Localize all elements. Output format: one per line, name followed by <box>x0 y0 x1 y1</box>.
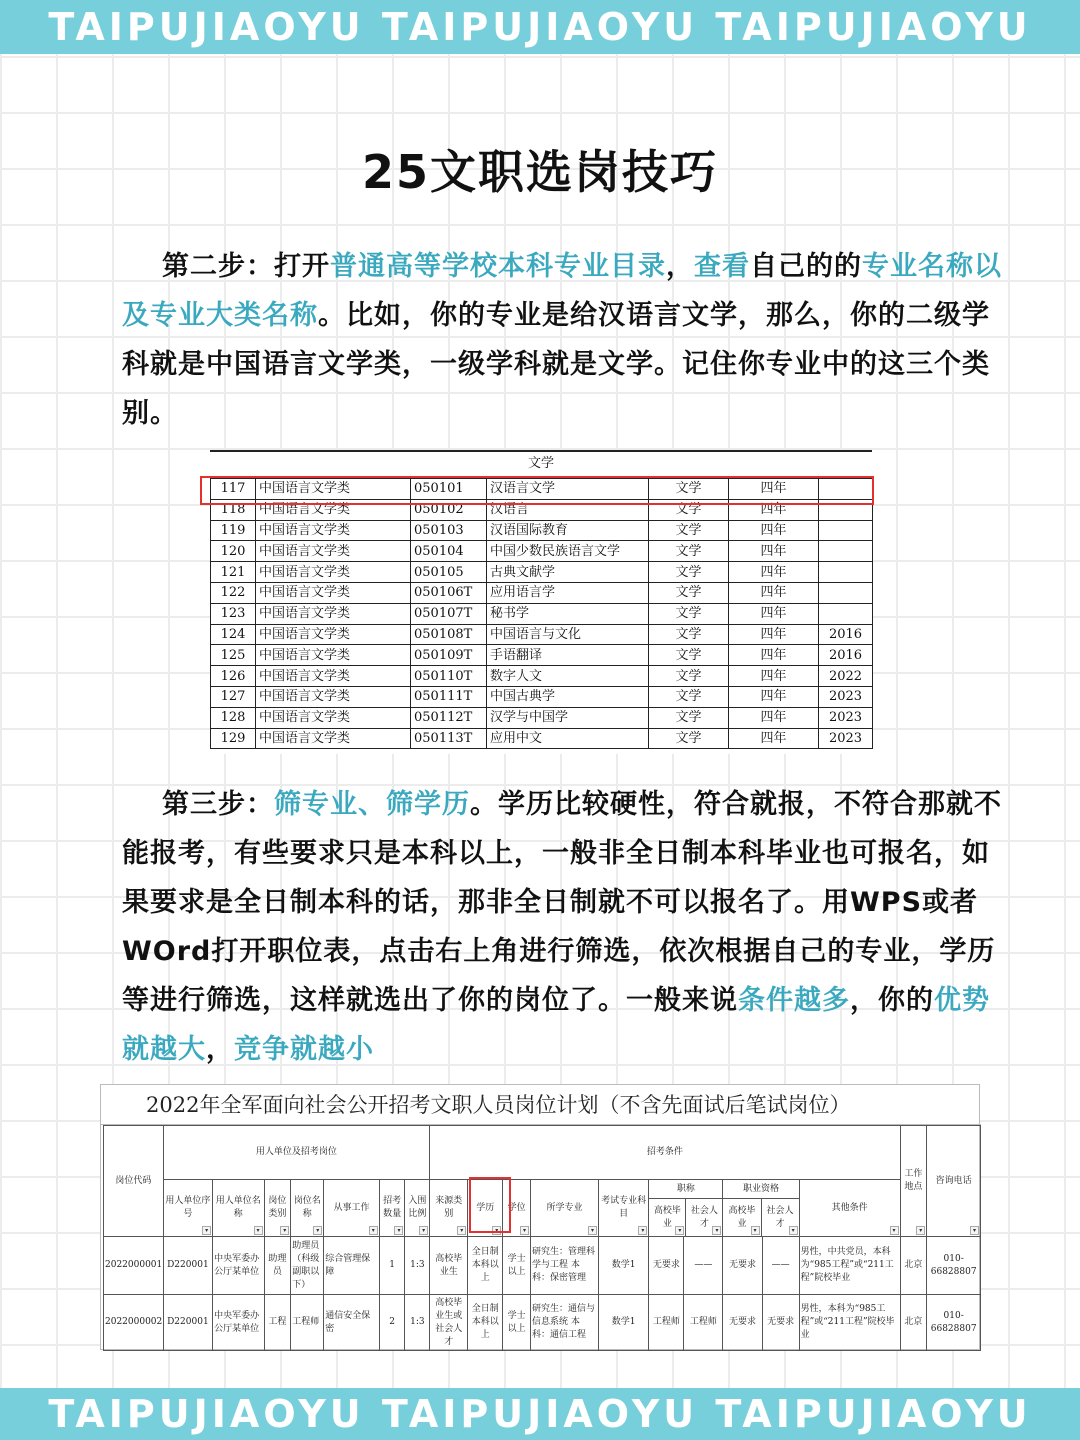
cell-unit-no: D220001 <box>163 1237 212 1295</box>
cell-code: 050101 <box>411 479 487 500</box>
filter-dropdown-icon[interactable]: ▾ <box>202 1226 211 1235</box>
header-degree-label: 学位 <box>507 1202 526 1213</box>
header-title-sub-label: 社会人才 <box>690 1205 718 1229</box>
cell-major: 数字人文 <box>487 666 649 687</box>
cell-year: 2016 <box>819 645 873 666</box>
header-title <box>649 1180 723 1237</box>
top-banner: TAIPUJIAOYU TAIPUJIAOYU TAIPUJIAOYU <box>0 0 1080 54</box>
header-other <box>799 1180 900 1237</box>
cell-category: 工程 <box>264 1295 291 1351</box>
cell-duration: 四年 <box>729 686 819 707</box>
cell-category: 中国语言文学类 <box>256 499 411 520</box>
table-row <box>211 728 873 749</box>
cell-discipline: 文学 <box>649 479 729 500</box>
cell-year <box>819 603 873 624</box>
cell-discipline: 文学 <box>649 624 729 645</box>
header-phone-label: 咨询电话 <box>935 1175 972 1186</box>
cell-duration: 四年 <box>729 499 819 520</box>
table-row <box>211 666 873 687</box>
cell-major: 应用中文 <box>487 728 649 749</box>
cell-duration: 四年 <box>729 645 819 666</box>
cell-major: 汉学与中国学 <box>487 707 649 728</box>
cell-year: 2022 <box>819 666 873 687</box>
header-post-name-label: 岗位名称 <box>293 1196 321 1219</box>
table-row <box>211 520 873 541</box>
cell-row-number: 125 <box>211 645 256 666</box>
filter-dropdown-icon[interactable]: ▾ <box>369 1226 378 1235</box>
cell-discipline: 文学 <box>649 707 729 728</box>
header-qualification-label: 职业资格 <box>723 1180 798 1199</box>
header-title-label: 职称 <box>649 1180 722 1199</box>
filter-dropdown-icon[interactable]: ▾ <box>890 1226 899 1235</box>
header-count <box>379 1180 405 1237</box>
table-row <box>211 686 873 707</box>
cell-code: 050105 <box>411 562 487 583</box>
cell-code: 050110T <box>411 666 487 687</box>
cell-category: 中国语言文学类 <box>256 479 411 500</box>
cell-category: 中国语言文学类 <box>256 686 411 707</box>
cell-category: 中国语言文学类 <box>256 707 411 728</box>
cell-duration: 四年 <box>729 603 819 624</box>
cell-year <box>819 582 873 603</box>
step2-highlight-2: 查看 <box>694 251 750 282</box>
cell-major: 汉语言 <box>487 499 649 520</box>
step3-text-3: ， <box>206 1034 234 1065</box>
header-ratio <box>405 1180 430 1237</box>
cell-row-number: 120 <box>211 541 256 562</box>
header-ratio-label: 入围比例 <box>408 1196 427 1219</box>
cell-ratio: 1:3 <box>405 1237 430 1295</box>
step2-paragraph <box>122 242 1002 438</box>
cell-ratio: 1:3 <box>405 1295 430 1351</box>
cell-subject: 数学1 <box>598 1237 648 1295</box>
cell-row-number: 123 <box>211 603 256 624</box>
header-unit-name <box>213 1180 264 1237</box>
cell-location: 北京 <box>900 1237 927 1295</box>
step3-label: 第三步： <box>162 789 274 820</box>
cell-category: 中国语言文学类 <box>256 666 411 687</box>
cell-code: 050111T <box>411 686 487 707</box>
filter-dropdown-icon[interactable]: ▾ <box>588 1226 597 1235</box>
cell-duration: 四年 <box>729 520 819 541</box>
cell-row-number: 117 <box>211 479 256 500</box>
cell-duration: 四年 <box>729 707 819 728</box>
header-source <box>430 1180 468 1237</box>
cell-row-number: 127 <box>211 686 256 707</box>
step2-highlight-3: 专业名称以及专业大类名称 <box>122 251 1002 331</box>
filter-dropdown-icon[interactable]: ▾ <box>638 1226 647 1235</box>
header-post-code: 岗位代码 <box>104 1126 164 1237</box>
cell-duration: 四年 <box>729 582 819 603</box>
filter-dropdown-icon[interactable]: ▾ <box>313 1226 322 1235</box>
cell-degree: 学士以上 <box>503 1295 531 1351</box>
cell-discipline: 文学 <box>649 686 729 707</box>
step2-text-4: 。比如，你的专业是给汉语言文学，那么，你的二级学科就是中国语言文学类，一级学科就是文学。记住你专业中的这三个类别。 <box>122 300 990 429</box>
header-source-label: 来源类别 <box>435 1196 463 1219</box>
cell-row-number: 121 <box>211 562 256 583</box>
cell-year <box>819 520 873 541</box>
header-qualification-sub <box>723 1199 761 1237</box>
cell-unit-no: D220001 <box>163 1295 212 1351</box>
cell-degree: 学士以上 <box>503 1237 531 1295</box>
header-post-category-label: 岗位类别 <box>268 1196 287 1219</box>
cell-year: 2023 <box>819 707 873 728</box>
filter-dropdown-icon[interactable]: ▾ <box>712 1226 721 1235</box>
page-title: 25文职选岗技巧 <box>361 145 718 199</box>
cell-discipline: 文学 <box>649 728 729 749</box>
filter-dropdown-icon[interactable]: ▾ <box>970 1226 979 1235</box>
cell-code: 050106T <box>411 582 487 603</box>
cell-category: 中国语言文学类 <box>256 562 411 583</box>
header-exam-subject <box>598 1180 648 1237</box>
cell-work: 通信安全保密 <box>324 1295 380 1351</box>
header-major-label: 所学专业 <box>546 1202 583 1213</box>
bottom-banner: TAIPUJIAOYU TAIPUJIAOYU TAIPUJIAOYU <box>0 1388 1080 1440</box>
cell-category: 中国语言文学类 <box>256 582 411 603</box>
cell-major: 中国少数民族语言文学 <box>487 541 649 562</box>
cell-category: 中国语言文学类 <box>256 645 411 666</box>
cell-count: 1 <box>379 1237 405 1295</box>
cell-title-grad: 工程师 <box>649 1295 684 1351</box>
step3-highlight-3: 优势就越大 <box>122 985 990 1065</box>
cell-major: 手语翻译 <box>487 645 649 666</box>
header-phone <box>927 1126 981 1237</box>
header-unit-group: 用人单位及招考岗位 <box>163 1126 430 1180</box>
cell-major: 古典文献学 <box>487 562 649 583</box>
cell-discipline: 文学 <box>649 603 729 624</box>
cell-discipline: 文学 <box>649 666 729 687</box>
cell-title-social: —— <box>684 1237 723 1295</box>
cell-row-number: 124 <box>211 624 256 645</box>
header-work-label: 从事工作 <box>333 1202 370 1213</box>
cell-other: 男性，中共党员，本科为“985工程”或“211工程”院校毕业 <box>799 1237 900 1295</box>
cell-year: 2023 <box>819 728 873 749</box>
header-work <box>324 1180 380 1237</box>
filter-dropdown-icon[interactable]: ▾ <box>394 1226 403 1235</box>
step2-text-1: 打开 <box>274 251 330 282</box>
cell-code: 050112T <box>411 707 487 728</box>
step3-text-2: ，你的 <box>850 985 934 1016</box>
highlight-box-education <box>469 1177 511 1233</box>
cell-row-number: 128 <box>211 707 256 728</box>
filter-dropdown-icon[interactable]: ▾ <box>457 1226 466 1235</box>
cell-code: 050102 <box>411 499 487 520</box>
filter-dropdown-icon[interactable]: ▾ <box>520 1226 529 1235</box>
table-row <box>211 603 873 624</box>
cell-code: 050107T <box>411 603 487 624</box>
filter-dropdown-icon[interactable]: ▾ <box>280 1226 289 1235</box>
cell-location: 北京 <box>900 1295 927 1351</box>
step3-highlight-1: 筛专业、筛学历 <box>274 789 470 820</box>
cell-major: 研究生：管理科学与工程 本科：保密管理 <box>531 1237 599 1295</box>
table-row <box>104 1237 981 1295</box>
cell-qual-grad: 无要求 <box>723 1237 762 1295</box>
job-plan-title: 2022年全军面向社会公开招考文职人员岗位计划（不含先面试后笔试岗位） <box>101 1085 981 1125</box>
cell-row-number: 126 <box>211 666 256 687</box>
cell-code: 050109T <box>411 645 487 666</box>
cell-major: 汉语言文学 <box>487 479 649 500</box>
cell-row-number: 118 <box>211 499 256 520</box>
cell-code: 2022000002 <box>104 1295 164 1351</box>
header-unit-no <box>163 1180 212 1237</box>
cell-unit: 中央军委办公厅某单位 <box>213 1295 264 1351</box>
cell-year: 2023 <box>819 686 873 707</box>
cell-discipline: 文学 <box>649 541 729 562</box>
cell-row-number: 119 <box>211 520 256 541</box>
cell-source: 高校毕业生 <box>430 1237 468 1295</box>
cell-phone: 010-66828807 <box>927 1237 981 1295</box>
cell-row-number: 122 <box>211 582 256 603</box>
highlight-box-row-117 <box>200 476 874 505</box>
header-post-name <box>291 1180 324 1237</box>
table-row <box>211 707 873 728</box>
header-unit-no-label: 用人单位序号 <box>165 1196 211 1219</box>
filter-dropdown-icon[interactable]: ▾ <box>916 1226 925 1235</box>
cell-duration: 四年 <box>729 479 819 500</box>
step2-label: 第二步： <box>162 251 274 282</box>
step3-text-1: 。学历比较硬性，符合就报，不符合那就不能报考，有些要求只是本科以上，一般非全日制本科毕业也可报名，如果要求是全日制本科的话，那非全日制就不可以报名了。用WPS或者WOrd打开职位表，点击右上角进行筛选，依次根据自己的专业，学历等进行筛选，这样就选出了你的岗位了。一般来说 <box>122 789 1002 1016</box>
step2-text-2: ， <box>666 251 694 282</box>
header-location-label: 工作地点 <box>904 1169 923 1192</box>
cell-edu: 全日制本科以上 <box>468 1237 503 1295</box>
job-plan-grid <box>103 1125 981 1351</box>
step2-text-3: 自己的的 <box>750 251 862 282</box>
cell-discipline: 文学 <box>649 520 729 541</box>
cell-category: 中国语言文学类 <box>256 728 411 749</box>
cell-unit: 中央军委办公厅某单位 <box>213 1237 264 1295</box>
cell-code: 2022000001 <box>104 1237 164 1295</box>
step3-highlight-2: 条件越多 <box>738 985 850 1016</box>
header-qualification-grid <box>723 1180 798 1236</box>
cell-year <box>819 541 873 562</box>
filter-dropdown-icon[interactable]: ▾ <box>751 1226 760 1235</box>
cell-category: 中国语言文学类 <box>256 541 411 562</box>
cell-major: 中国语言与文化 <box>487 624 649 645</box>
cell-other: 男性，本科为“985工程”或“211工程”院校毕业 <box>799 1295 900 1351</box>
header-education-label: 学历 <box>476 1202 495 1213</box>
filter-dropdown-icon[interactable]: ▾ <box>492 1226 501 1235</box>
cell-duration: 四年 <box>729 624 819 645</box>
cell-count: 2 <box>379 1295 405 1351</box>
header-qualification-sub <box>761 1199 799 1237</box>
cell-row-number: 129 <box>211 728 256 749</box>
cell-code: 050113T <box>411 728 487 749</box>
filter-dropdown-icon[interactable]: ▾ <box>675 1226 684 1235</box>
cell-year <box>819 562 873 583</box>
major-catalog-header: 文学 <box>210 450 872 480</box>
cell-duration: 四年 <box>729 562 819 583</box>
header-qualification-sub-label: 社会人才 <box>766 1205 794 1229</box>
cell-major: 中国古典学 <box>487 686 649 707</box>
cell-discipline: 文学 <box>649 645 729 666</box>
table-row <box>211 541 873 562</box>
major-catalog-grid <box>210 478 873 749</box>
cell-subject: 数学1 <box>598 1295 648 1351</box>
header-count-label: 招考数量 <box>383 1196 402 1219</box>
cell-duration: 四年 <box>729 666 819 687</box>
step3-highlight-4: 竞争就越小 <box>234 1034 374 1065</box>
cell-major: 研究生：通信与信息系统 本科：通信工程 <box>531 1295 599 1351</box>
cell-major: 秘书学 <box>487 603 649 624</box>
cell-duration: 四年 <box>729 541 819 562</box>
step2-highlight-1: 普通高等学校本科专业目录 <box>330 251 666 282</box>
cell-major: 应用语言学 <box>487 582 649 603</box>
cell-title-grad: 无要求 <box>649 1237 684 1295</box>
header-qualification <box>723 1180 799 1237</box>
cell-category: 中国语言文学类 <box>256 603 411 624</box>
table-row <box>211 582 873 603</box>
cell-discipline: 文学 <box>649 582 729 603</box>
table-row <box>211 624 873 645</box>
header-title-sub-label: 高校毕业 <box>653 1205 681 1229</box>
header-title-sub <box>686 1199 723 1237</box>
cell-major: 汉语国际教育 <box>487 520 649 541</box>
header-post-category <box>264 1180 291 1237</box>
cell-qual-social: —— <box>762 1237 799 1295</box>
cell-post: 工程师 <box>291 1295 324 1351</box>
cell-code: 050103 <box>411 520 487 541</box>
cell-phone: 010-66828807 <box>927 1295 981 1351</box>
table-row <box>211 562 873 583</box>
cell-category: 中国语言文学类 <box>256 520 411 541</box>
cell-qual-grad: 无要求 <box>723 1295 762 1351</box>
table-row <box>211 645 873 666</box>
filter-dropdown-icon[interactable]: ▾ <box>254 1226 263 1235</box>
cell-source: 高校毕业生或社会人才 <box>430 1295 468 1351</box>
job-plan-table <box>100 1084 980 1350</box>
cell-year: 2016 <box>819 624 873 645</box>
header-title-grid <box>649 1180 722 1236</box>
header-other-label: 其他条件 <box>831 1202 868 1213</box>
cell-work: 综合管理保障 <box>324 1237 380 1295</box>
header-unit-name-label: 用人单位名称 <box>215 1196 261 1219</box>
cell-code: 050104 <box>411 541 487 562</box>
cell-edu: 全日制本科以上 <box>468 1295 503 1351</box>
header-title-sub <box>649 1199 686 1237</box>
cell-category: 中国语言文学类 <box>256 624 411 645</box>
cell-category: 助理员 <box>264 1237 291 1295</box>
header-exam-subject-label: 考试专业科目 <box>601 1196 647 1219</box>
filter-dropdown-icon[interactable]: ▾ <box>789 1226 798 1235</box>
header-major <box>531 1180 599 1237</box>
cell-discipline: 文学 <box>649 499 729 520</box>
table-row <box>104 1295 981 1351</box>
header-location <box>900 1126 927 1237</box>
cell-duration: 四年 <box>729 728 819 749</box>
step3-paragraph <box>122 780 1002 1074</box>
header-conditions-group: 招考条件 <box>430 1126 900 1180</box>
cell-code: 050108T <box>411 624 487 645</box>
header-qualification-sub-label: 高校毕业 <box>728 1205 756 1229</box>
cell-title-social: 工程师 <box>684 1295 723 1351</box>
filter-dropdown-icon[interactable]: ▾ <box>419 1226 428 1235</box>
cell-discipline: 文学 <box>649 562 729 583</box>
cell-post: 助理员（科级副职以下） <box>291 1237 324 1295</box>
cell-qual-social: 无要求 <box>762 1295 799 1351</box>
